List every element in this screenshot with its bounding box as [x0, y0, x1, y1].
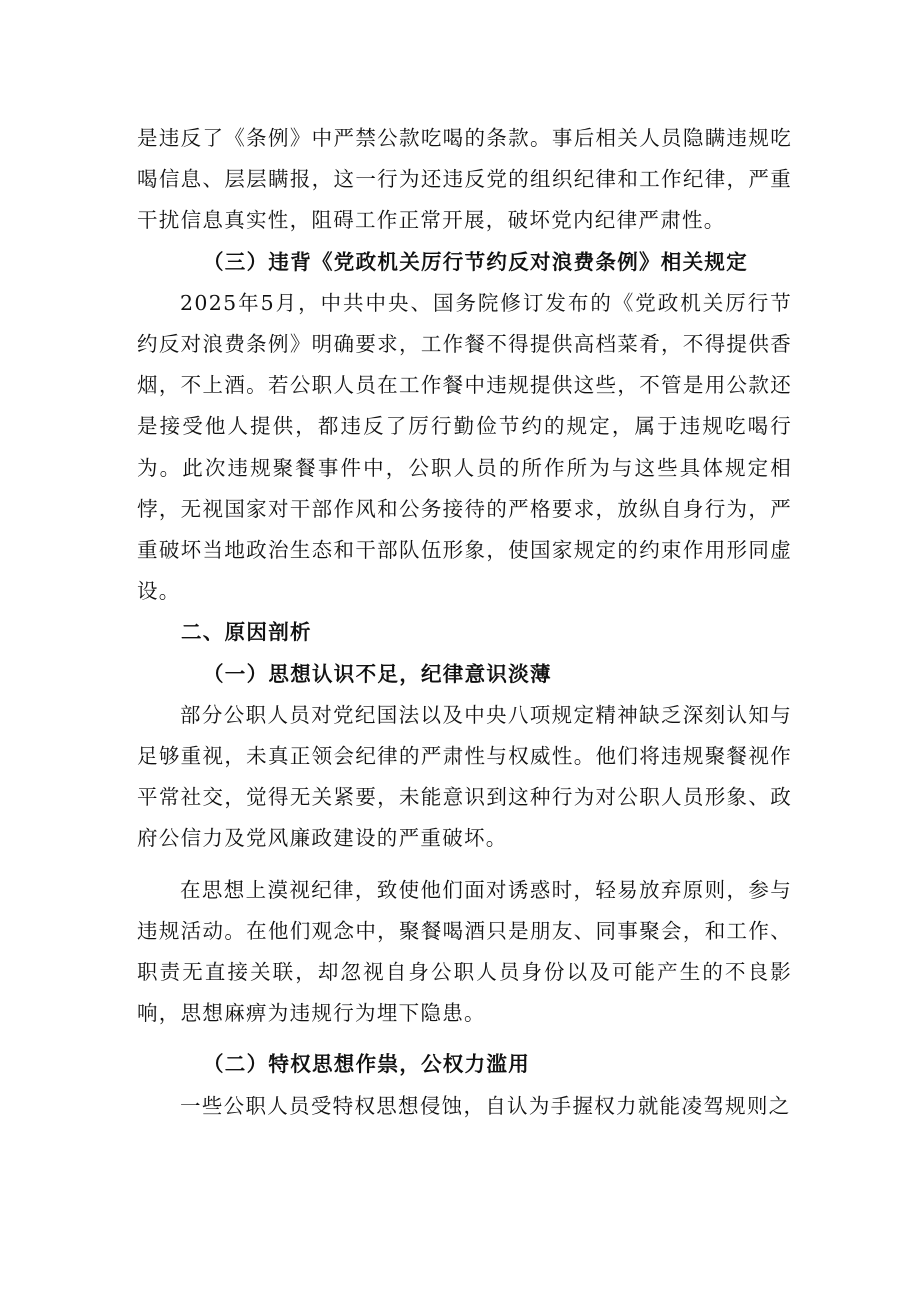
paragraph-continued: 是违反了《条例》中严禁公款吃喝的条款。事后相关人员隐瞒违规吃喝信息、层层瞒报，这一行为还违反党的组织纪律和工作纪律，严重干扰信息真实性，阻碍工作正常开展，破坏党内纪律严肃性。	[137, 126, 792, 233]
paragraph-spacer	[137, 1034, 792, 1044]
paragraph: 一些公职人员受特权思想侵蚀，自认为手握权力就能凌驾规则之	[180, 1093, 791, 1118]
chapter-heading-cause-analysis: 二、原因剖析	[181, 620, 312, 645]
paragraph: 部分公职人员对党纪国法以及中央八项规定精神缺乏深刻认知与足够重视，未真正领会纪律的严肃性与权威性。他们将违规聚餐视作平常社交，觉得无关紧要，未能意识到这种行为对公职人员形象、政府公信力及党风廉政建设的严重破坏。	[137, 702, 792, 851]
paragraph: 2025年5月，中共中央、国务院修订发布的《党政机关厉行节约反对浪费条例》明确要求，工作餐不得提供高档菜肴，不得提供香烟，不上酒。若公职人员在工作餐中违规提供这些，不管是用公款还是接受他人提供，都违反了厉行勤俭节约的规定，属于违规吃喝行为。此次违规聚餐事件中，公职人员的所作所为与这些具体规定相悖，无视国家对干部作风和公务接待的严格要求，放纵自身行为，严重破坏当地政治生态和干部队伍形象，使国家规定的约束作用形同虚设。	[137, 290, 792, 604]
section-heading-violation-3: （三）违背《党政机关厉行节约反对浪费条例》相关规定	[203, 249, 748, 274]
section-heading-cause-1: （一）思想认识不足，纪律意识淡薄	[203, 661, 552, 686]
paragraph-spacer	[137, 860, 792, 870]
document-body	[137, 118, 792, 1127]
paragraph: 在思想上漠视纪律，致使他们面对诱惑时，轻易放弃原则，参与违规活动。在他们观念中，聚餐喝酒只是朋友、同事聚会，和工作、职责无直接关联，却忽视自身公职人员身份以及可能产生的不良影响，思想麻痹为违规行为埋下隐患。	[137, 877, 792, 1026]
section-heading-cause-2: （二）特权思想作祟，公权力滥用	[203, 1052, 530, 1077]
